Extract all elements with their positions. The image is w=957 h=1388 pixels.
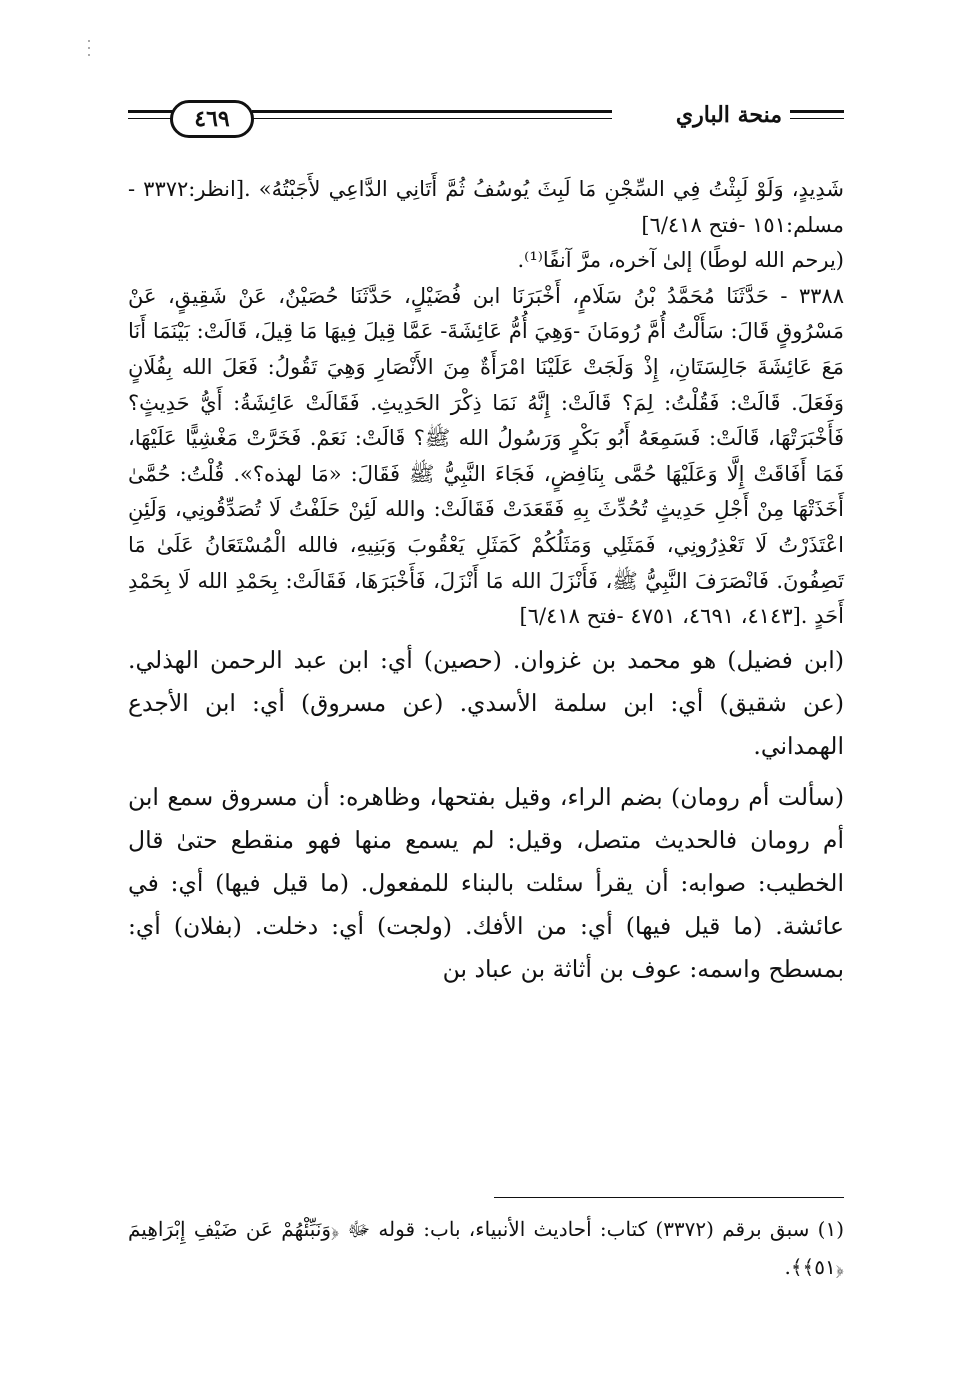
header-rule-middle-thin — [252, 118, 612, 119]
header-rule-left — [128, 110, 176, 113]
footnote-separator — [494, 1197, 844, 1198]
header-rule-right — [790, 110, 844, 113]
commentary-paragraph: (ابن فضيل) هو محمد بن غزوان. (حصين) أي: ابن عبد الرحمن الهذلي. (عن شقيق) أي: ابن سلمة الأسدي. (عن مسروق) أي: ابن الأجدع الهمداني. — [128, 645, 844, 760]
header-rule-right-thin — [790, 118, 844, 119]
header-rule-middle — [252, 110, 612, 113]
page-number-badge — [170, 100, 254, 138]
footnotes — [128, 1210, 844, 1286]
hadith-block — [128, 172, 844, 635]
page-number: ٤٦٩ — [194, 106, 230, 132]
hadith-paragraph: (يرحم الله لوطًا) إلىٰ آخره، مرَّ آنفًا⁽¹⁾. — [517, 248, 844, 273]
commentary-block — [128, 639, 844, 991]
running-title: منحة الباري — [675, 102, 782, 128]
margin-speck — [88, 40, 92, 58]
footnote: (١) سبق برقم (٣٣٧٢) كتاب: أحاديث الأنبياء، باب: قوله ﷻ ﴿وَنَبِّئْهُمْ عَن ضَيْفِ إِبْرَاهِيمَ ﴿٥١﴾﴾. — [128, 1217, 844, 1279]
hadith-paragraph: ٣٣٨٨ - حَدَّثَنَا مُحَمَّدُ بْنُ سَلَامٍ، أَخْبَرَنَا ابن فُضَيْلٍ، حَدَّثَنَا حُصَيْنٌ، عَنْ شَقِيقٍ، عَنْ مَسْرُوقٍ قَالَ: سَأَلْتُ أُمَّ رُومَانَ -وَهِيَ أُمُّ عَائِشَةَ- عَمَّا قِيلَ فِيهَا مَا قِيلَ، قَالَتْ: بَيْنَمَا أَنَا مَعَ عَائِشَةَ جَالِسَتَانِ، إِذْ وَلَجَتْ عَلَيْنَا امْرَأَةٌ مِنَ الأَنْصَارِ وَهِيَ تَقُولُ: فَعَلَ الله بِفُلَانٍ وَفَعَلَ. قَالَتْ: فَقُلْتُ: لِمَ؟ قَالَتْ: إِنَّهُ نَمَا ذِكْرَ الحَدِيثِ. فَقَالَتْ عَائِشَةُ: أَيُّ حَدِيثٍ؟ فَأَخْبَرَتْهَا، قَالَتْ: فَسَمِعَهُ أَبُو بَكْرٍ وَرَسُولُ الله ﷺ؟ قَالَتْ: نَعَمْ. فَخَرَّتْ مَغْشِيًّا عَلَيْهَا، فَمَا أَفَاقَتْ إِلَّا وَعَلَيْهَا حُمَّى بِنَافِضٍ، فَجَاءَ النَّبِيُّ ﷺ فَقَالَ: «مَا لهذه؟». قُلْتُ: حُمَّىٰ أَخَذَتْهَا مِنْ أَجْلِ حَدِيثٍ تُحُدِّثَ بِهِ فَقَعَدَتْ فَقَالَتْ: والله لَئِنْ حَلَفْتُ لَا تُصَدِّقُونِي، وَلَئِنِ اعْتَذَرْتُ لَا تَعْذِرُونِي، فَمَثَلِي وَمَثَلُكُمْ كَمَثَلِ يَعْقُوبَ وَبَنِيهِ، فالله الْمُسْتَعَانُ عَلَىٰ مَا تَصِفُونَ. فَانْصَرَفَ النَّبِيُّ ﷺ، فَأَنْزَلَ الله مَا أَنْزَلَ، فَأَخْبَرَهَا، فَقَالَتْ: بِحَمْدِ الله لَا بِحَمْدِ أَحَدٍ .[٤١٤٣، ٤٦٩١، ٤٧٥١ -فتح ٦/٤١٨] — [128, 283, 844, 629]
page-body — [128, 172, 844, 991]
commentary-paragraph: (سألت أم رومان) بضم الراء، وقيل بفتحها، وظاهره: أن مسروق سمع ابن أم رومان فالحديث متصل، وقيل: لم يسمع منها فهو منقطع حتىٰ قال الخطيب: صوابه: أن يقرأ سئلت بالبناء للمفعول. (ما قيل فيها) أي: في عائشة. (ما قيل فيها) أي: من الأفك. (ولجت) أي: دخلت. (بفلان) أي: بمسطح واسمه: عوف بن أثاثة بن عباد بن — [128, 782, 844, 983]
header-rule-left-thin — [128, 118, 176, 119]
hadith-paragraph: شَدِيدٍ، وَلَوْ لَبِثْتُ فِي السِّجْنِ مَا لَبِثَ يُوسُفُ ثُمَّ أَتَانِي الدَّاعِي لأَجَبْتُهُ» .[انظر:٣٣٧٢ - مسلم:١٥١ -فتح ٦/٤١٨] — [128, 177, 845, 237]
page-header — [128, 96, 844, 146]
